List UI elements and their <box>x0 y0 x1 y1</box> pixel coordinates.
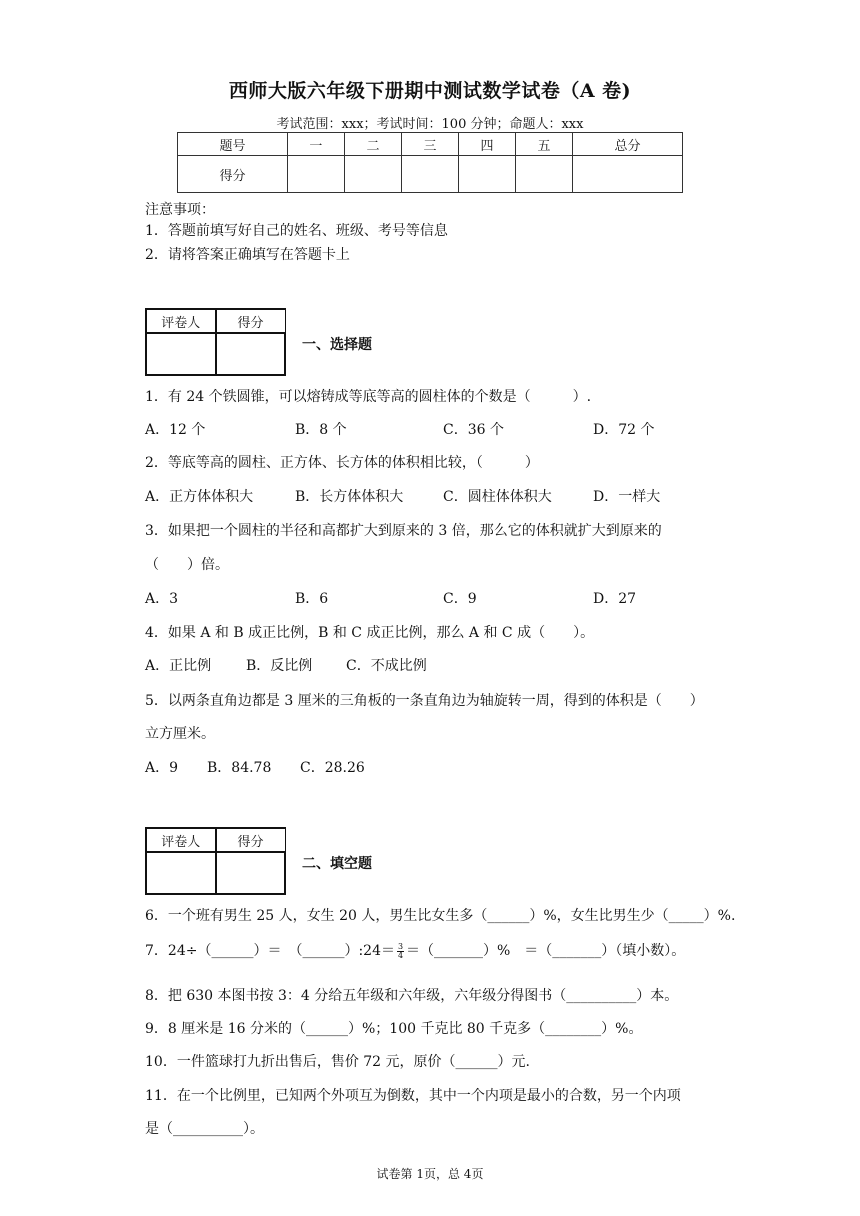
question-1: 1．有 24 个铁圆锥，可以熔铸成等底等高的圆柱体的个数是（ ）. <box>145 389 592 405</box>
question-11: 11．在一个比例里，已知两个外项互为倒数，其中一个内项是最小的合数，另一个内项 <box>145 1088 681 1104</box>
question-3-cont: （ ）倍。 <box>145 557 229 573</box>
grader-score-cell <box>216 333 286 375</box>
score-table-score-row <box>178 156 683 193</box>
option: B．6 <box>295 591 329 607</box>
option: A．12 个 <box>145 422 206 438</box>
option: C．36 个 <box>443 422 504 438</box>
option: A．3 <box>145 591 179 607</box>
question-10: 10．一件篮球打九折出售后，售价 72 元，原价（______）元. <box>145 1054 530 1070</box>
grader-reviewer-cell <box>146 333 216 375</box>
fraction-denominator: 4 <box>397 950 404 960</box>
fraction-numerator: 3 <box>397 941 404 951</box>
score-cell <box>344 156 401 193</box>
grader-reviewer-label: 评卷人 <box>146 828 216 852</box>
score-table-header-row <box>178 133 683 156</box>
question-4: 4．如果 A 和 B 成正比例，B 和 C 成正比例，那么 A 和 C 成（ ）。 <box>145 625 595 641</box>
question-5-cont: 立方厘米。 <box>145 726 215 742</box>
score-header-cell: 五 <box>515 133 572 156</box>
score-cell <box>458 156 515 193</box>
score-header-cell: 二 <box>344 133 401 156</box>
score-header-cell: 三 <box>401 133 458 156</box>
question-2: 2．等底等高的圆柱、正方体、长方体的体积相比较，（ ） <box>145 455 539 471</box>
option: B．反比例 <box>246 658 313 674</box>
grader-reviewer-label: 评卷人 <box>146 309 216 333</box>
grader-reviewer-cell <box>146 852 216 894</box>
grader-score-cell <box>216 852 286 894</box>
option: C．28.26 <box>300 760 365 776</box>
section-title: 一、选择题 <box>302 337 372 353</box>
question-5: 5．以两条直角边都是 3 厘米的三角板的一条直角边为轴旋转一周，得到的体积是（ ） <box>145 693 704 709</box>
score-header-cell: 题号 <box>178 133 288 156</box>
grader-box <box>145 827 286 895</box>
notes-heading: 注意事项： <box>145 202 215 218</box>
score-cell <box>573 156 683 193</box>
option: D．72 个 <box>593 422 655 438</box>
score-cell <box>515 156 572 193</box>
question-8: 8．把 630 本图书按 3：4 分给五年级和六年级，六年级分得图书（__________）本。 <box>145 988 679 1004</box>
question-7-part2: ＝（_______）% ＝（_______）（填小数）。 <box>405 943 686 959</box>
question-11-cont: 是（__________）。 <box>145 1121 264 1137</box>
option: A．9 <box>145 760 179 776</box>
option: B．8 个 <box>295 422 347 438</box>
option: C．9 <box>443 591 477 607</box>
page-footer: 试卷第 1页，总 4页 <box>376 1167 484 1181</box>
fraction <box>397 943 404 960</box>
option: B．长方体体积大 <box>295 489 404 505</box>
option: C．不成比例 <box>346 658 427 674</box>
score-cell <box>401 156 458 193</box>
question-3: 3．如果把一个圆柱的半径和高都扩大到原来的 3 倍，那么它的体积就扩大到原来的 <box>145 523 662 539</box>
option: D．27 <box>593 591 637 607</box>
question-6: 6．一个班有男生 25 人，女生 20 人，男生比女生多（______）%，女生比男生少（_____）%. <box>145 908 736 924</box>
score-row-label: 得分 <box>178 156 288 193</box>
page-title: 西师大版六年级下册期中测试数学试卷（A 卷) <box>228 80 632 102</box>
option: A．正比例 <box>145 658 212 674</box>
score-header-cell: 一 <box>287 133 344 156</box>
question-7-part1: 7．24÷（______）＝ （______）:24＝ <box>145 943 395 959</box>
option: B．84.78 <box>207 760 272 776</box>
score-table <box>177 132 683 193</box>
question-9: 9．8 厘米是 16 分米的（______）%；100 千克比 80 千克多（________）%。 <box>145 1021 643 1037</box>
score-header-cell: 总分 <box>573 133 683 156</box>
exam-meta: 考试范围：xxx；考试时间：100 分钟；命题人：xxx <box>276 117 584 132</box>
option: D．一样大 <box>593 489 661 505</box>
option: C．圆柱体体积大 <box>443 489 552 505</box>
grader-box <box>145 308 286 376</box>
note-item: 1．答题前填写好自己的姓名、班级、考号等信息 <box>145 223 448 239</box>
question-7 <box>145 940 685 960</box>
score-header-cell: 四 <box>458 133 515 156</box>
score-cell <box>287 156 344 193</box>
grader-score-label: 得分 <box>216 309 286 333</box>
section-title: 二、填空题 <box>302 856 372 872</box>
grader-score-label: 得分 <box>216 828 286 852</box>
note-item: 2．请将答案正确填写在答题卡上 <box>145 247 350 263</box>
option: A．正方体体积大 <box>145 489 254 505</box>
